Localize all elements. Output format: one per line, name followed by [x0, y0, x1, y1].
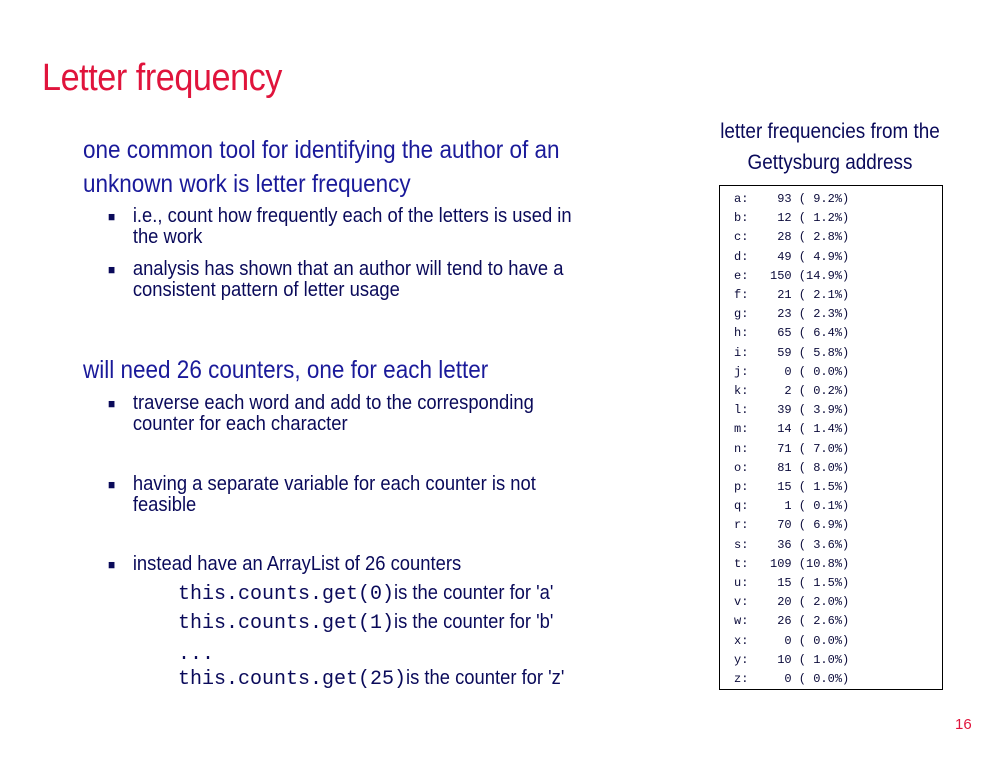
- frequency-row: h: 65 ( 6.4%): [734, 326, 850, 341]
- code-line: [178, 582, 567, 606]
- bullet-text: [133, 474, 536, 516]
- code-ellipsis: ...: [178, 643, 215, 666]
- frequency-row: k: 2 ( 0.2%): [734, 384, 850, 398]
- frequency-row: y: 10 ( 1.0%): [734, 652, 850, 667]
- frequency-row: p: 15 ( 1.5%): [734, 480, 850, 494]
- bullet-text: [133, 259, 564, 301]
- frequency-row: m: 14 ( 1.4%): [734, 422, 850, 437]
- code-snippet: this.counts.get(0): [178, 583, 395, 606]
- frequency-row: v: 20 ( 2.0%): [734, 595, 850, 610]
- frequency-title-line: letter frequencies from the: [720, 120, 940, 143]
- frequency-title-line: Gettysburg address: [747, 151, 913, 174]
- bullet-text: [133, 206, 572, 248]
- bullet-line: instead have an ArrayList of 26 counters: [132, 553, 462, 575]
- square-bullet-icon: ■: [108, 396, 116, 411]
- bullet-line: analysis has shown that an author will tend to have a: [132, 258, 564, 280]
- code-snippet: this.counts.get(1): [178, 612, 395, 635]
- square-bullet-icon: ■: [108, 557, 116, 572]
- frequency-row: q: 1 ( 0.1%): [734, 499, 850, 514]
- frequency-row: b: 12 ( 1.2%): [734, 211, 850, 226]
- frequency-row: r: 70 ( 6.9%): [734, 518, 850, 533]
- code-line: [178, 611, 567, 635]
- code-line: [178, 667, 578, 691]
- frequency-row: z: 0 ( 0.0%): [734, 672, 850, 686]
- bullet-line: i.e., count how frequently each of the letters is used in: [132, 205, 572, 227]
- frequency-row: s: 36 ( 3.6%): [734, 537, 850, 552]
- code-description: is the counter for 'b': [394, 611, 554, 633]
- square-bullet-icon: ■: [108, 477, 116, 492]
- frequency-row: w: 26 ( 2.6%): [734, 614, 850, 629]
- frequency-row: a: 93 ( 9.2%): [734, 192, 850, 206]
- frequency-row: c: 28 ( 2.8%): [734, 230, 850, 245]
- frequency-row: g: 23 ( 2.3%): [734, 307, 850, 322]
- bullet-line: counter for each character: [132, 413, 348, 435]
- bullet-line: the work: [132, 226, 203, 248]
- frequency-panel-title: [680, 116, 980, 178]
- bullet-text: [133, 554, 461, 575]
- code-line: [178, 642, 214, 666]
- intro-line-2: unknown work is letter frequency: [83, 170, 411, 198]
- code-description: is the counter for 'z': [406, 667, 565, 689]
- bullet-line: feasible: [132, 494, 197, 516]
- frequency-table: [719, 185, 943, 690]
- frequency-row: n: 71 ( 7.0%): [734, 441, 850, 456]
- square-bullet-icon: ■: [108, 262, 116, 277]
- page-number: 16: [955, 716, 972, 733]
- frequency-row: u: 15 ( 1.5%): [734, 576, 850, 590]
- slide-title: Letter frequency: [42, 57, 282, 99]
- frequency-row: f: 21 ( 2.1%): [734, 288, 850, 302]
- bullet-line: consistent pattern of letter usage: [132, 279, 400, 301]
- frequency-row: l: 39 ( 3.9%): [734, 403, 850, 418]
- bullet-text: [133, 393, 534, 435]
- frequency-row: j: 0 ( 0.0%): [734, 364, 850, 379]
- intro-line-1: one common tool for identifying the author of an: [83, 136, 560, 164]
- code-description: is the counter for 'a': [394, 582, 554, 604]
- frequency-row: t: 109 (10.8%): [734, 556, 850, 571]
- frequency-row: x: 0 ( 0.0%): [734, 633, 850, 648]
- bullet-line: traverse each word and add to the corresponding: [132, 392, 534, 414]
- bullet-line: having a separate variable for each counter is not: [132, 473, 536, 495]
- frequency-row: d: 49 ( 4.9%): [734, 249, 850, 264]
- square-bullet-icon: ■: [108, 209, 116, 224]
- counters-heading: will need 26 counters, one for each letter: [83, 356, 489, 384]
- frequency-row: e: 150 (14.9%): [734, 268, 850, 283]
- frequency-row: i: 59 ( 5.8%): [734, 345, 850, 360]
- frequency-row: o: 81 ( 8.0%): [734, 460, 850, 475]
- code-snippet: this.counts.get(25): [178, 668, 407, 691]
